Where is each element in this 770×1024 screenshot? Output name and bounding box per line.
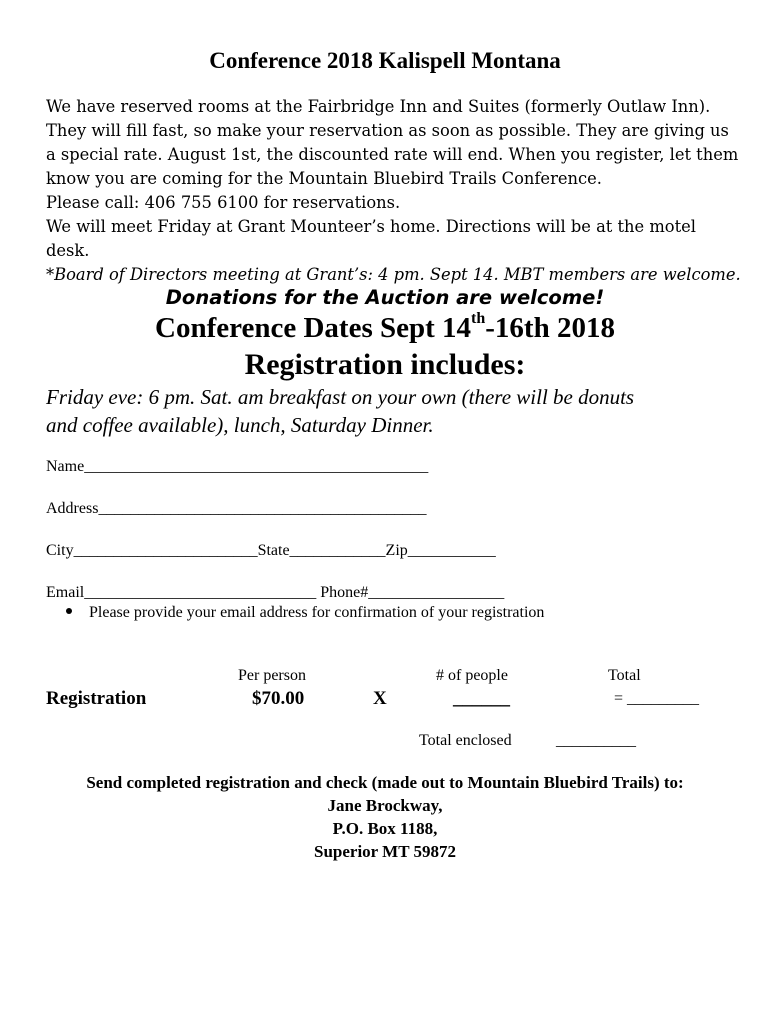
mailing-recipient: Jane Brockway,: [327, 796, 443, 815]
board-note: *Board of Directors meeting at Grant’s: 4 pm. Sept 14. MBT members are welcome.: [46, 265, 741, 284]
intro-line: a special rate. August 1st, the discounted rate will end. When you register, let them: [46, 145, 739, 164]
total-enclosed-field[interactable]: __________: [556, 732, 636, 749]
intro-line: We will meet Friday at Grant Mounteer’s home. Directions will be at the motel: [46, 217, 696, 236]
mailing-city: Superior MT 59872: [314, 842, 456, 861]
people-header: # of people: [436, 667, 508, 684]
intro-line: know you are coming for the Mountain Bluebird Trails Conference.: [46, 169, 602, 188]
email-note-text: Please provide your email address for confirmation of your registration: [89, 604, 545, 621]
people-count-field[interactable]: ______: [453, 688, 510, 709]
intro-line: We have reserved rooms at the Fairbridge Inn and Suites (formerly Outlaw Inn).: [46, 97, 711, 116]
donations-heading: Donations for the Auction are welcome!: [165, 286, 605, 309]
email-note: [66, 604, 544, 622]
dates-suffix: -16th 2018: [485, 312, 615, 344]
registration-includes-heading: Registration includes:: [244, 348, 526, 381]
total-enclosed-label: Total enclosed: [419, 732, 512, 749]
bullet-icon: [66, 608, 72, 614]
dates-superscript: th: [471, 310, 486, 327]
multiply-sign: X: [373, 688, 387, 709]
schedule-line: Friday eve: 6 pm. Sat. am breakfast on your own (there will be donuts: [46, 385, 635, 409]
total-header: Total: [608, 667, 641, 684]
schedule-line: and coffee available), lunch, Saturday Dinner.: [46, 413, 434, 437]
mailing-instructions: Send completed registration and check (made out to Mountain Bluebird Trails) to:: [86, 773, 684, 792]
total-field[interactable]: = _________: [614, 690, 700, 707]
registration-price: $70.00: [252, 688, 305, 709]
page-title: Conference 2018 Kalispell Montana: [209, 48, 561, 73]
per-person-header: Per person: [238, 667, 306, 684]
city-state-zip-field[interactable]: City_______________________State____________Zip___________: [46, 542, 496, 559]
conference-dates-heading: [0, 312, 770, 345]
address-field[interactable]: Address_________________________________________: [46, 500, 427, 517]
phone-line: Please call: 406 755 6100 for reservations.: [46, 193, 401, 212]
name-field[interactable]: Name___________________________________________: [46, 458, 429, 475]
dates-prefix: Conference Dates Sept 14: [155, 312, 472, 344]
mailing-po-box: P.O. Box 1188,: [332, 819, 438, 838]
intro-line: They will fill fast, so make your reservation as soon as possible. They are giving us: [46, 121, 729, 140]
intro-line: desk.: [46, 241, 90, 260]
registration-row-label: Registration: [46, 688, 147, 709]
email-phone-field[interactable]: Email_____________________________ Phone#_________________: [46, 584, 505, 601]
